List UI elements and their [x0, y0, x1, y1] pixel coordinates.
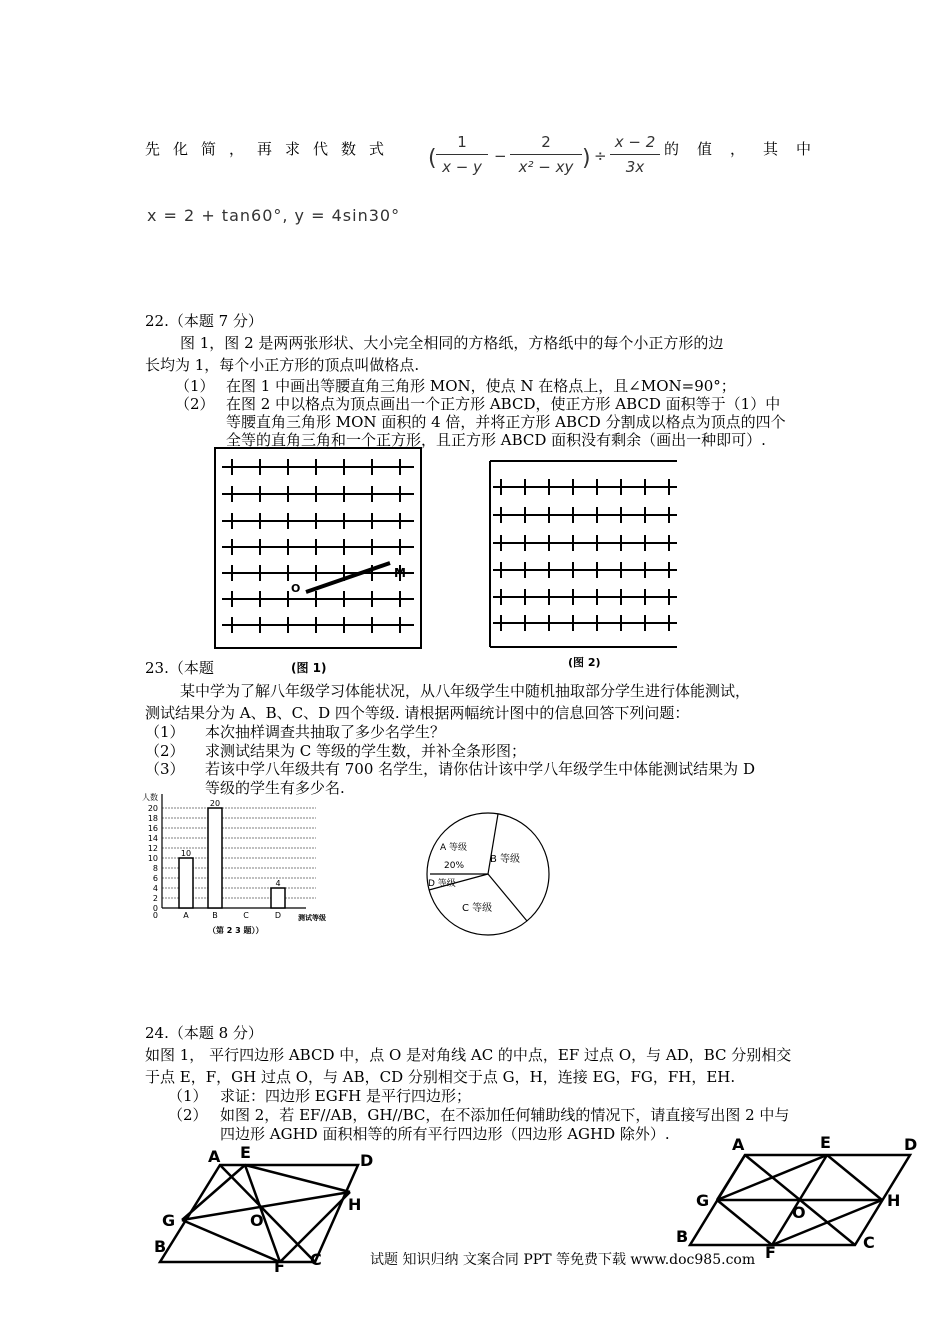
q23-item3-number: （3）	[145, 760, 185, 778]
q22-item1-text: 在图 1 中画出等腰直角三角形 MON，使点 N 在格点上，且∠MON=90°；	[226, 377, 736, 395]
left-paren: (	[428, 146, 437, 171]
fig2-label-f: F	[765, 1243, 776, 1262]
q24-figure-2	[670, 1130, 930, 1260]
divide-sign: ÷	[594, 147, 607, 165]
fig2-label-a: A	[732, 1135, 745, 1154]
q23-item1-text: 本次抽样调查共抽取了多少名学生？	[205, 723, 446, 741]
y-tick-label: 8	[152, 864, 158, 873]
fig1-label-h: H	[348, 1195, 362, 1214]
q24-item2-line1: 如图 2，若 EF//AB，GH//BC，在不添加任何辅助线的情况下，请直接写出图 2 中与	[220, 1106, 790, 1124]
fig2-label-c: C	[863, 1233, 875, 1252]
pie-chart	[420, 810, 560, 940]
q22-item1-number: （1）	[175, 377, 215, 395]
bar-chart-caption: （第 2 3 题））	[208, 926, 264, 935]
y-tick-label: 6	[152, 874, 158, 883]
right-paren: )	[582, 146, 591, 171]
figure-1-caption: (图 1)	[291, 661, 327, 675]
q22-item2-line2: 等腰直角三角形 MON 面积的 4 倍，并将正方形 ABCD 分割成以格点为顶点的四个	[226, 413, 786, 431]
fraction-3-numerator: x − 2	[614, 133, 656, 151]
fig1-label-d: D	[360, 1151, 374, 1170]
q22-header: 22.（本题 7 分）	[145, 312, 263, 330]
q22-intro-line2: 长均为 1，每个小正方形的顶点叫做格点.	[145, 356, 420, 374]
y-tick-label: 18	[147, 814, 158, 823]
x-tick-label: B	[212, 911, 218, 920]
pie-label-b: B 等级	[490, 854, 521, 865]
pie-label-a-percent: 20%	[444, 861, 465, 871]
q24-figure-1	[150, 1140, 390, 1275]
q24-item1-text: 求证：四边形 EGFH 是平行四边形；	[220, 1087, 471, 1105]
fig2-label-b: B	[676, 1227, 689, 1246]
y-tick-label: 20	[147, 804, 158, 813]
fig2-label-e: E	[820, 1133, 831, 1152]
q21-condition: x = 2 + tan60°, y = 4sin30°	[147, 206, 401, 225]
footer-text: 试题 知识归纳 文案合同 PPT 等免费下载 www.doc985.com	[370, 1252, 756, 1268]
bar-data-label: 20	[209, 799, 221, 808]
bar-data-label: 10	[180, 849, 192, 858]
q23-item2-text: 求测试结果为 C 等级的学生数，并补全条形图；	[205, 742, 527, 760]
q24-item2-number: （2）	[168, 1106, 208, 1124]
origin-label: 0	[152, 911, 158, 920]
q22-intro-line1: 图 1，图 2 是两两张形状、大小完全相同的方格纸，方格纸中的每个小正方形的边	[180, 334, 724, 352]
fig1-label-a: A	[208, 1147, 221, 1166]
fig2-label-d: D	[904, 1135, 918, 1154]
q24-item1-number: （1）	[168, 1087, 208, 1105]
fraction-1-numerator: 1	[457, 133, 467, 151]
x-tick-label: A	[183, 911, 189, 920]
x-tick-label: C	[243, 911, 249, 920]
point-o-label: O	[291, 582, 301, 595]
q24-intro-line1: 如图 1， 平行四边形 ABCD 中，点 O 是对角线 AC 的中点，EF 过点 O，与 AD，BC 分别相交	[145, 1046, 792, 1064]
y-tick-label: 0	[152, 904, 158, 913]
fig1-label-c: C	[310, 1250, 322, 1269]
q22-item2-number: （2）	[175, 395, 215, 413]
q23-item1-number: （1）	[145, 723, 185, 741]
fig2-label-g: G	[696, 1191, 710, 1210]
fraction-2	[510, 133, 582, 176]
fraction-2-numerator: 2	[541, 133, 551, 151]
pie-label-d: D 等级	[428, 879, 456, 889]
y-tick-label: 14	[147, 834, 158, 843]
fraction-3-denominator: 3x	[625, 158, 645, 176]
fig1-label-b: B	[154, 1237, 167, 1256]
fig2-label-h: H	[887, 1191, 901, 1210]
pie-label-a: A 等级	[440, 843, 468, 853]
figure-2-caption: (图 2)	[568, 656, 601, 669]
figure-1-grid	[214, 447, 424, 652]
q21-lead: 先化简，再求代数式	[145, 140, 398, 158]
fig2-label-o: O	[792, 1203, 806, 1222]
figure-2-grid	[489, 460, 679, 650]
q23-item3-line1: 若该中学八年级共有 700 名学生，请你估计该中学八年级学生中体能测试结果为 D	[205, 760, 755, 778]
segment-om	[306, 563, 390, 592]
y-tick-label: 10	[147, 854, 158, 863]
q23-intro-line1: 某中学为了解八年级学习体能状况，从八年级学生中随机抽取部分学生进行体能测试，	[180, 682, 751, 700]
y-tick-label: 4	[152, 884, 158, 893]
bar-d	[271, 888, 285, 908]
bar-data-label: 4	[275, 879, 281, 888]
fraction-1	[436, 133, 488, 176]
q23-header: 23.（本题	[145, 659, 214, 677]
bar-a	[179, 858, 193, 908]
q21-tail: 的值，其中	[664, 140, 830, 158]
fig1-label-e: E	[240, 1143, 251, 1162]
fig1-label-f: F	[274, 1257, 285, 1276]
y-axis-label: 人数	[142, 793, 158, 802]
fraction-2-denominator: x² − xy	[518, 158, 574, 176]
minus-sign: −	[494, 147, 507, 165]
q24-header: 24.（本题 8 分）	[145, 1024, 263, 1042]
x-tick-label: D	[274, 911, 282, 920]
fig1-label-o: O	[250, 1211, 264, 1230]
q23-intro-line2: 测试结果分为 A、B、C、D 四个等级. 请根据两幅统计图中的信息回答下列问题：	[145, 704, 690, 722]
y-tick-label: 16	[147, 824, 158, 833]
q22-item2-line1: 在图 2 中以格点为顶点画出一个正方形 ABCD，使正方形 ABCD 面积等于（1）中	[226, 395, 781, 413]
fraction-3	[610, 133, 660, 176]
y-tick-label: 12	[147, 844, 158, 853]
point-m-label: M	[394, 566, 406, 580]
q23-item2-number: （2）	[145, 742, 185, 760]
fraction-1-denominator: x − y	[442, 158, 482, 176]
x-axis-label: 测试等级	[298, 914, 326, 922]
fig1-label-g: G	[162, 1211, 176, 1230]
bar-b	[208, 808, 222, 908]
pie-label-c: C 等级	[462, 903, 493, 914]
q24-item2-line2: 四边形 AGHD 面积相等的所有平行四边形（四边形 AGHD 除外）.	[220, 1125, 670, 1143]
q22-item2-line3: 全等的直角三角和一个正方形，且正方形 ABCD 面积没有剩余（画出一种即可）.	[226, 431, 766, 449]
y-tick-label: 2	[152, 894, 158, 903]
bar-chart	[140, 790, 370, 940]
q24-intro-line2: 于点 E，F，GH 过点 O，与 AB，CD 分别相交于点 G，H，连接 EG，FG，FH，EH.	[145, 1068, 736, 1086]
q23-item3-line2: 等级的学生有多少名.	[205, 779, 345, 797]
